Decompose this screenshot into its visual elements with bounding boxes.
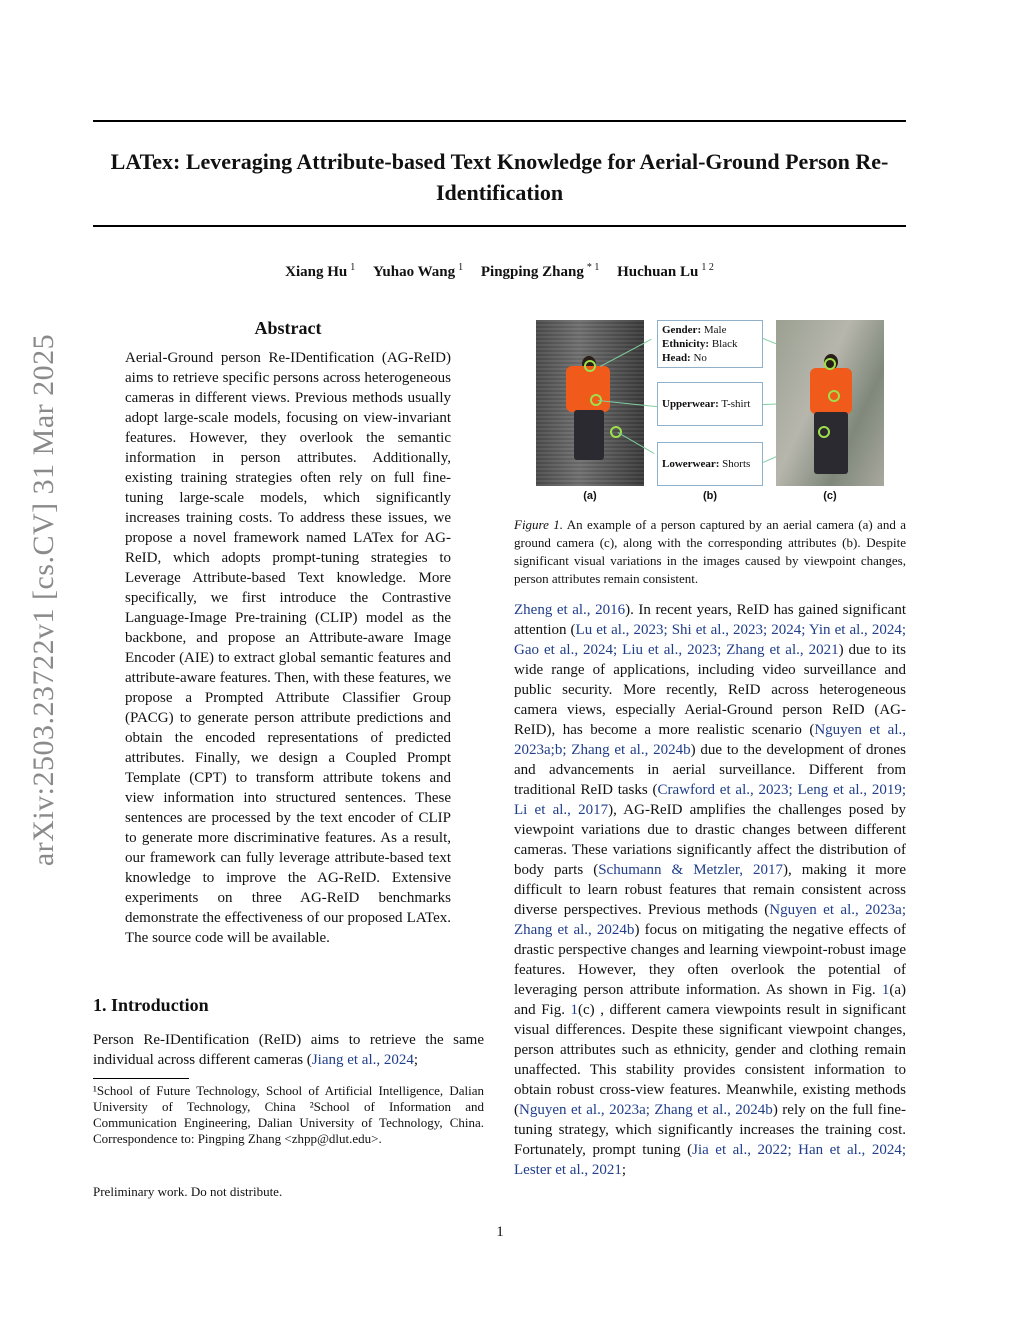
top-rule: [93, 120, 906, 122]
subfigure-label-a: (a): [583, 490, 597, 502]
citation-link[interactable]: Schumann & Metzler, 2017: [598, 862, 784, 878]
body-text: ) due to its wide range of applications, including video surveillance and public security. More recently, ReID across heterogeneous camera views, especially Aerial-Ground person ReID (AG-ReID), has become a more realistic scenario (: [514, 642, 906, 738]
introduction-continued: [514, 600, 906, 1180]
body-text: ), making it more difficult to learn robust features that remain consistent across diverse perspectives. Previous methods (: [514, 862, 906, 918]
footnote-rule: [93, 1078, 189, 1079]
citation-link[interactable]: 1: [570, 1002, 579, 1018]
page-number: 1: [496, 1224, 504, 1240]
citation-link[interactable]: Zheng et al., 2016: [514, 602, 626, 618]
body-text: ). In recent years, ReID has gained significant attention (: [514, 602, 906, 638]
subfigure-label-c: (c): [823, 490, 837, 502]
citation-link[interactable]: Jia et al., 2022; Han et al., 2024; Lester et al., 2021: [514, 1142, 906, 1178]
title-bottom-rule: [93, 225, 906, 227]
author: Huchuan Lu $^{1 2}$: [617, 262, 714, 280]
author-list: [93, 262, 906, 281]
person-legs: [814, 412, 848, 474]
attribute-box-lowerwear: Lowerwear: Shorts: [657, 442, 763, 486]
body-text: ) rely on the full fine-tuning strategy, which significantly increases the training cost. Fortunately, prompt tuning (: [514, 1102, 907, 1158]
abstract-body: Aerial-Ground person Re-IDentification (AG-ReID) aims to retrieve specific persons across heterogeneous cameras in different views. Previous methods usually adopt large-scale models, focusing on view-invariant features. However, they overlook the semantic information in person attributes. Additionally, existing training strategies often rely on full fine-tuning large-scale models, which significantly increases training costs. To address these issues, we propose a novel framework named LATex for AG-ReID, which adopts prompt-tuning strategies to Leverage Attribute-based Text knowledge. More specifically, we first introduce the Contrastive Language-Image Pre-training (CLIP) model as the backbone, and propose an Attribute-aware Image Encoder (AIE) to extract global semantic features and attribute-aware features. Then, with these features, we propose a Prompted Attribute Classifier Group (PACG) to generate person attribute predictions and obtain the encoded representations of predicted attributes. Finally, we design a Coupled Prompt Template (CPT) to transform attribute tokens and view information into structured sentences. These sentences are processed by the text encoder of CLIP to generate more discriminative features. As a result, our framework can fully leverage attribute-based text knowledge to improve the AG-ReID. Extensive experiments on three AG-ReID benchmarks demonstrate the effectiveness of our proposed LATex. The source code will be available.: [125, 350, 451, 946]
attribute-row: Ethnicity: Black: [662, 338, 738, 350]
citation-link[interactable]: Jiang et al., 2024: [311, 1052, 414, 1068]
legs-keypoint: [818, 426, 830, 438]
attribute-box-upperwear: Upperwear: T-shirt: [657, 382, 763, 426]
legs-keypoint: [610, 426, 622, 438]
head-keypoint: [584, 360, 596, 372]
person-legs: [574, 410, 604, 460]
body-text: ), AG-ReID amplifies the challenges posed by viewpoint variations due to drastic changes between different cameras. These variations significantly affect the distribution of body parts (: [514, 802, 906, 878]
citation-link[interactable]: Nguyen et al., 2023a;b; Zhang et al., 2024b: [514, 722, 906, 758]
abstract-heading: Abstract: [254, 318, 322, 338]
body-text: (c) , different camera viewpoints result in significant visual differences. Despite these significant viewpoint changes, person attributes such as ethnicity, gender and clothing remain unaffected. This stability provides consistent information to obtain robust cross-view features. Meanwhile, existing methods (: [514, 1002, 907, 1118]
citation-link[interactable]: Lu et al., 2023; Shi et al., 2023; 2024; Yin et al., 2024; Gao et al., 2024; Liu et al., 2023; Zhang et al., 2021: [514, 622, 906, 658]
attribute-box-identity: [657, 320, 763, 368]
affiliation-footnote: ¹School of Future Technology, School of Artificial Intelligence, Dalian University of Technology, China ²School of Information and Communication Engineering, Dalian University of Technology, China. Correspondence to: Pingping Zhang <zhpp@dlut.edu>.: [93, 1083, 484, 1146]
citation-link[interactable]: 1: [881, 982, 890, 998]
author: Pingping Zhang $^{* 1}$: [480, 262, 600, 280]
figure-1: [536, 320, 884, 505]
body-text: (a) and Fig.: [514, 982, 906, 1018]
citation-link[interactable]: Nguyen et al., 2023a; Zhang et al., 2024b: [514, 902, 907, 938]
ground-camera-image: [776, 320, 884, 486]
torso-keypoint: [828, 390, 840, 402]
citation-link[interactable]: Nguyen et al., 2023a; Zhang et al., 2024b: [519, 1102, 773, 1118]
figure-1-caption: Figure 1. An example of a person captured by an aerial camera (a) and a ground camera (c), along with the corresponding attributes (b). Despite significant visual variations in the images caused by viewpoint changes, person attributes remain consistent.: [514, 517, 906, 586]
introduction-paragraph: Person Re-IDentification (ReID) aims to retrieve the same individual across different cameras (Jiang et al., 2024;: [93, 1032, 484, 1068]
subfigure-label-b: (b): [702, 490, 718, 502]
preliminary-note: Preliminary work. Do not distribute.: [93, 1184, 283, 1199]
introduction-heading: 1. Introduction: [93, 995, 209, 1015]
attribute-row: Gender: Male: [662, 324, 727, 336]
author: Xiang Hu $^1$: [285, 262, 356, 280]
paper-title: LATex: Leveraging Attribute-based Text Knowledge for Aerial-Ground Person Re-Identification: [110, 149, 889, 205]
body-text: ;: [621, 1162, 627, 1178]
author: Yuhao Wang $^1$: [372, 262, 464, 280]
citation-link[interactable]: Crawford et al., 2023; Leng et al., 2019; Li et al., 2017: [514, 782, 906, 818]
head-keypoint: [824, 358, 836, 370]
person-torso: [566, 366, 610, 412]
attribute-row: Head: No: [662, 352, 707, 364]
body-text: ) due to the development of drones and advancements in aerial surveillance. Different from traditional ReID tasks (: [514, 742, 907, 798]
body-text: ) focus on mitigating the negative effects of drastic perspective changes and learning viewpoint-robust image features. However, they often overlook the potential of leveraging person attribute information. As shown in Fig.: [514, 922, 906, 998]
arxiv-sidebar-stamp: arXiv:2503.23722v1 [cs.CV] 31 Mar 2025: [27, 333, 60, 867]
